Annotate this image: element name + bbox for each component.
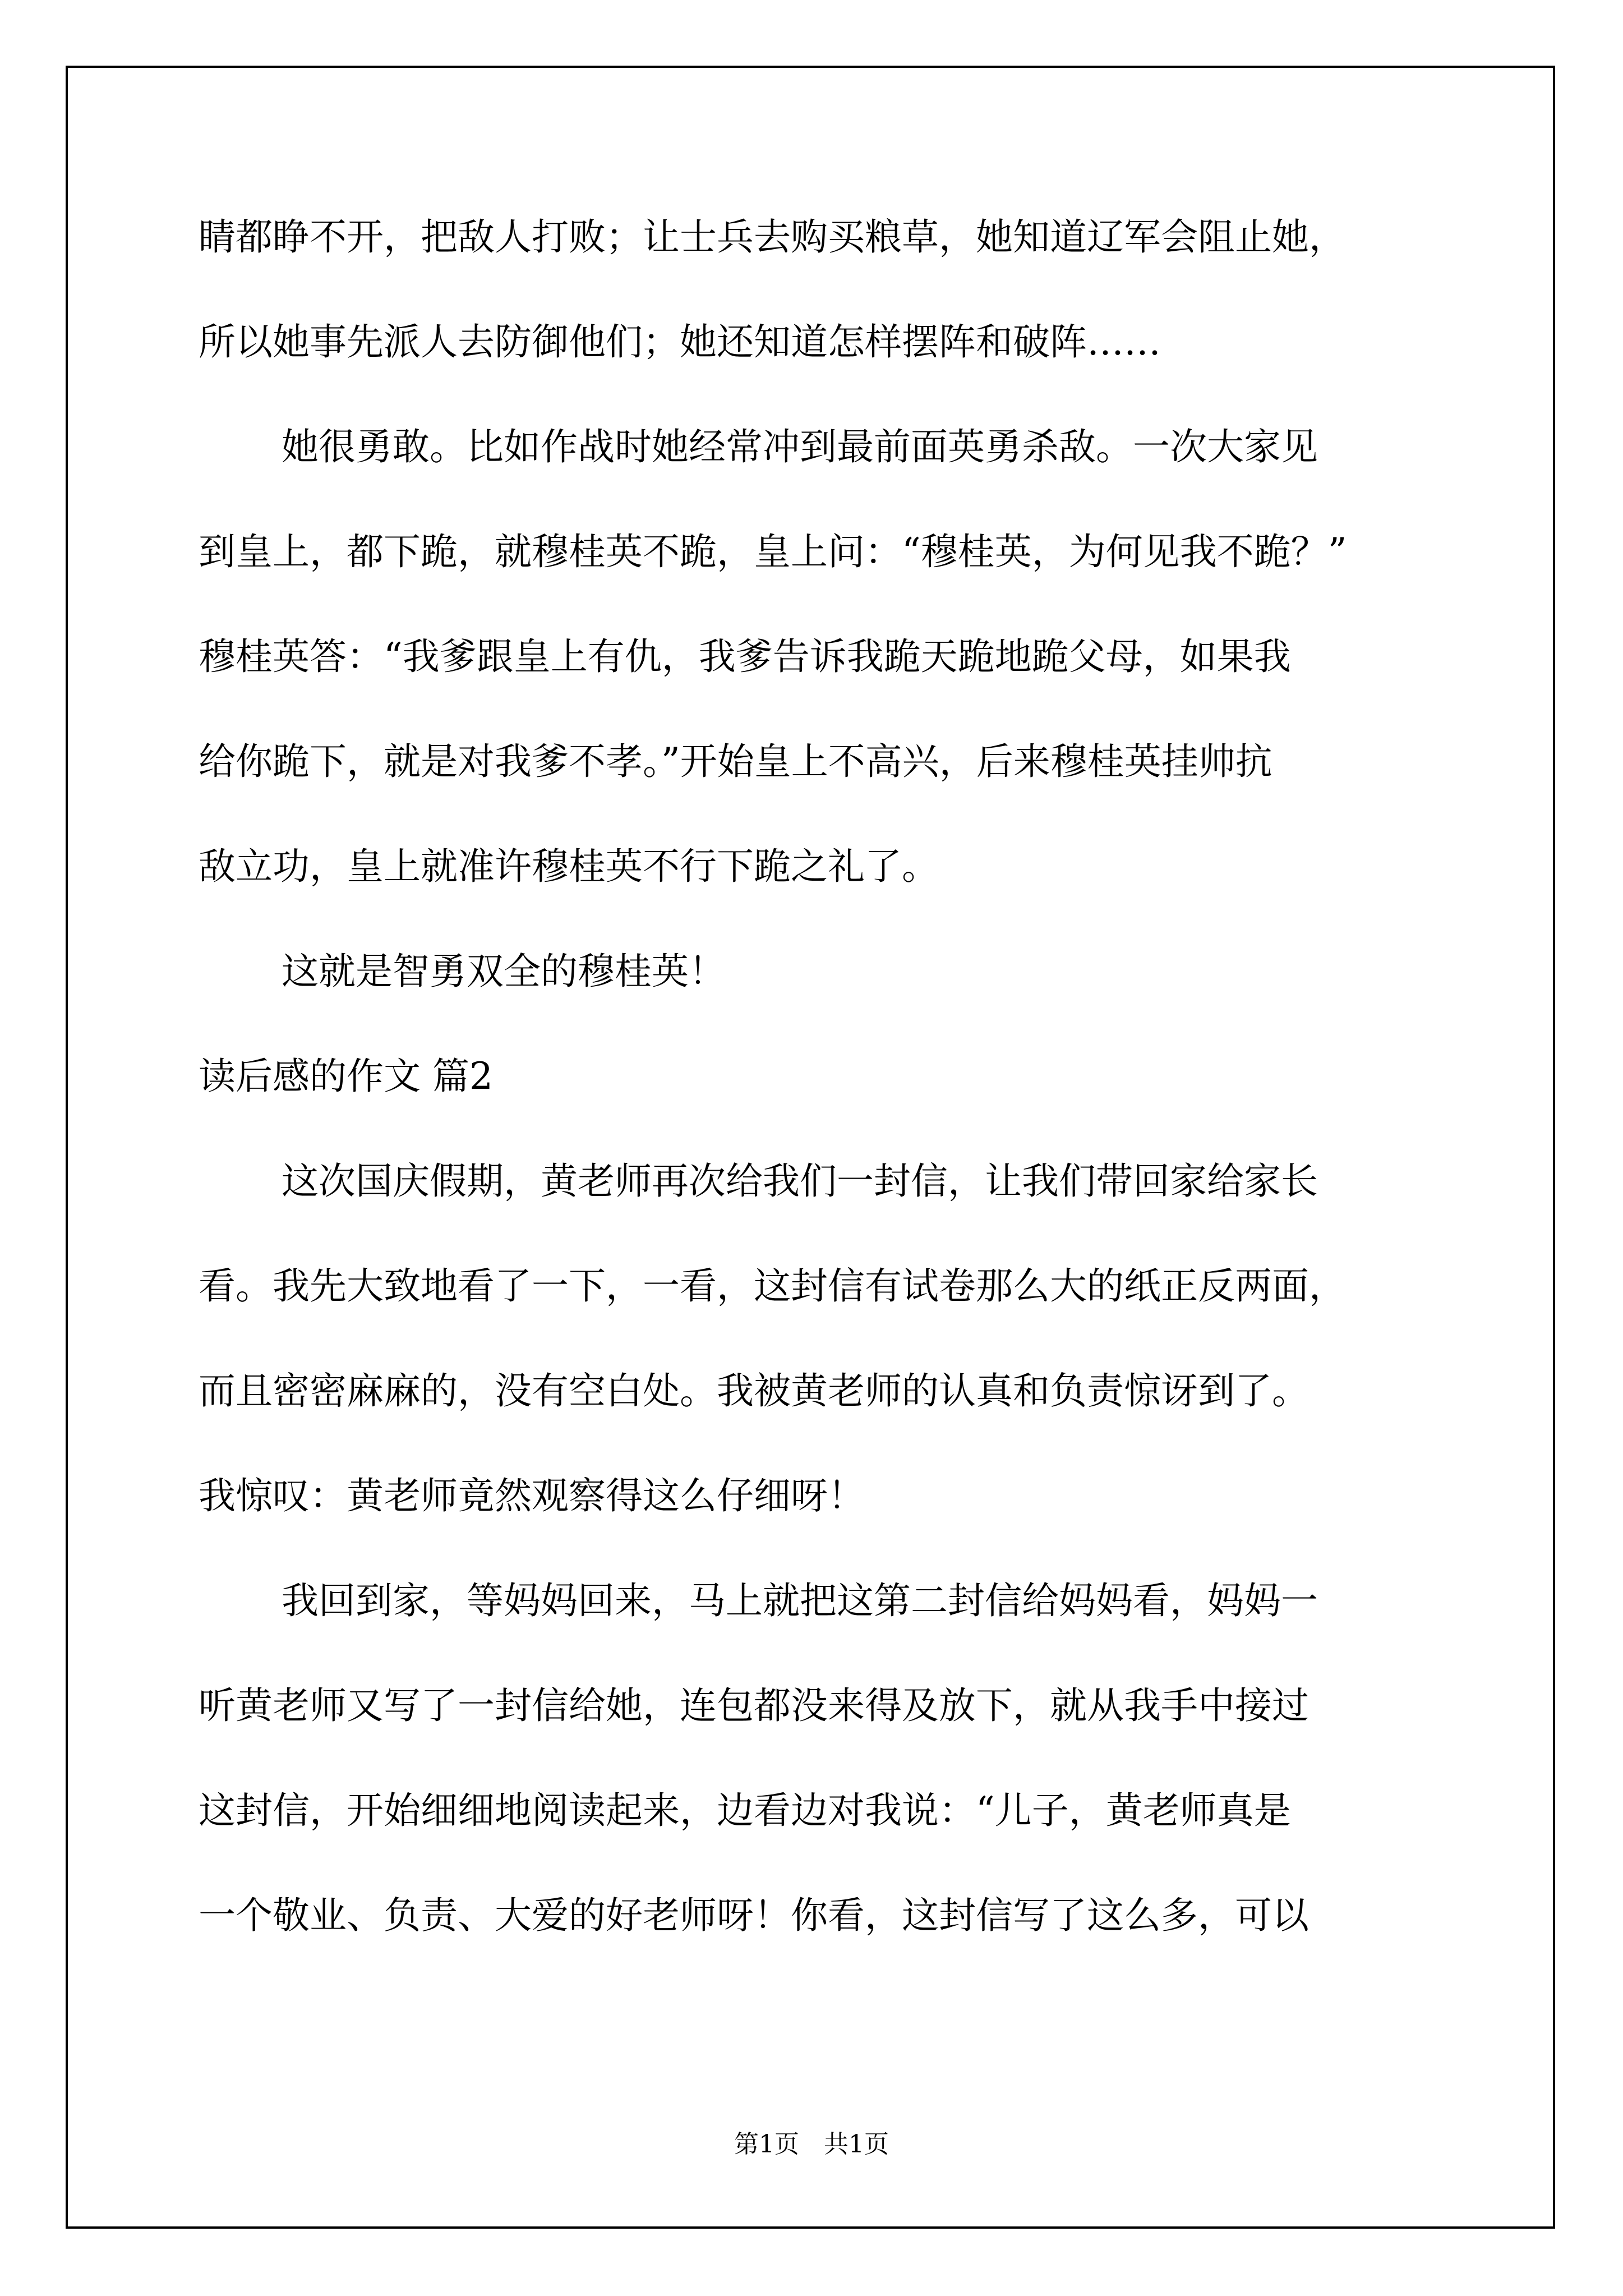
text-line: 给你跪下，就是对我爹不孝。”开始皇上不高兴，后来穆桂英挂帅抗 — [199, 740, 1272, 783]
text-line: 敌立功，皇上就准许穆桂英不行下跪之礼了。 — [199, 845, 939, 888]
text-line: 穆桂英答：“我爹跟皇上有仇，我爹告诉我跪天跪地跪父母，如果我 — [199, 635, 1291, 678]
text-line: 到皇上，都下跪，就穆桂英不跪，皇上问：“穆桂英，为何见我不跪？” — [199, 530, 1347, 573]
text-line: 我惊叹：黄老师竟然观察得这么仔细呀！ — [199, 1474, 865, 1517]
text-line: 听黄老师又写了一封信给她，连包都没来得及放下，就从我手中接过 — [199, 1684, 1309, 1727]
paragraph-start-line: 这就是智勇双全的穆桂英！ — [282, 950, 726, 993]
page-footer: 第1页 共1页 — [734, 2130, 889, 2159]
paragraph-start-line: 这次国庆假期，黄老师再次给我们一封信，让我们带回家给家长 — [282, 1159, 1318, 1203]
text-line: 一个敬业、负责、大爱的好老师呀！你看，这封信写了这么多，可以 — [199, 1894, 1309, 1937]
document-body — [199, 215, 1432, 2002]
text-line: 所以她事先派人去防御他们；她还知道怎样摆阵和破阵…… — [199, 320, 1161, 364]
paragraph-start-line: 我回到家，等妈妈回来，马上就把这第二封信给妈妈看，妈妈一 — [282, 1579, 1318, 1622]
text-line: 睛都睁不开，把敌人打败；让士兵去购买粮草，她知道辽军会阻止她， — [199, 215, 1346, 259]
text-line: 这封信，开始细细地阅读起来，边看边对我说：“儿子，黄老师真是 — [199, 1789, 1291, 1832]
section-heading: 读后感的作文 篇2 — [199, 1055, 493, 1098]
text-line: 而且密密麻麻的，没有空白处。我被黄老师的认真和负责惊讶到了。 — [199, 1369, 1309, 1412]
text-line: 看。我先大致地看了一下，一看，这封信有试卷那么大的纸正反两面， — [199, 1264, 1346, 1308]
paragraph-start-line: 她很勇敢。比如作战时她经常冲到最前面英勇杀敌。一次大家见 — [282, 425, 1318, 468]
